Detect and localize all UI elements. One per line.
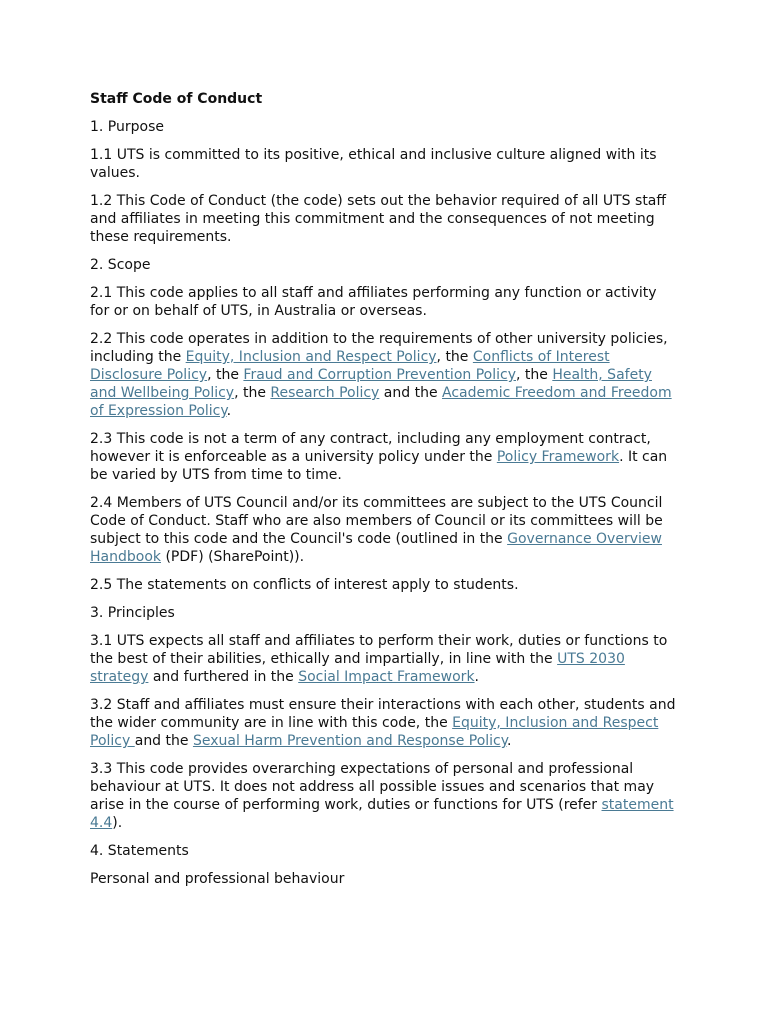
section-heading-purpose: 1. Purpose	[90, 119, 164, 135]
link-governance-overview-handbook[interactable]: Governance Overview Handbook	[90, 531, 662, 565]
link-sexual-harm-prevention-policy[interactable]: Sexual Harm Prevention and Response Policy	[192, 733, 508, 749]
paragraph-3-3	[90, 760, 680, 832]
paragraph-text: 2.2 This code operates in addition to the requirements of other university policies, including the	[90, 331, 668, 365]
paragraph-text: and the	[379, 385, 443, 401]
paragraph-3-2	[90, 696, 680, 750]
paragraph-1-1: 1.1 UTS is committed to its positive, ethical and inclusive culture aligned with its values.	[90, 147, 657, 181]
paragraph-2-4	[90, 494, 680, 566]
link-academic-freedom-policy[interactable]: Academic Freedom and Freedom of Expression Policy	[90, 385, 672, 419]
paragraph-text: (PDF) (SharePoint)).	[161, 549, 305, 565]
paragraph-text: , the	[207, 367, 244, 383]
paragraph-text: 3.3 This code provides overarching expectations of personal and professional behaviour at UTS. It does not address all possible issues and scenarios that may arise in the course of performing work, duties or functions for UTS (refer	[90, 761, 655, 813]
link-health-safety-wellbeing-policy[interactable]: Health, Safety and Wellbeing Policy	[90, 367, 652, 401]
paragraph-text: , the	[515, 367, 553, 383]
paragraph-text: ).	[112, 815, 123, 831]
paragraph-2-3	[90, 430, 680, 484]
paragraph-text: and the	[134, 733, 193, 749]
subheading-personal-professional-behaviour: Personal and professional behaviour	[90, 871, 345, 887]
paragraph-1-2: 1.2 This Code of Conduct (the code) sets out the behavior required of all UTS staff and affiliates in meeting this commitment and the consequences of not meeting these requirements.	[90, 193, 667, 245]
paragraph-text: .	[474, 669, 479, 685]
document-title: Staff Code of Conduct	[90, 91, 263, 107]
paragraph-text: 2.3 This code is not a term of any contract, including any employment contract, however it is enforceable as a university policy under the	[90, 431, 651, 465]
link-conflicts-of-interest-policy[interactable]: Conflicts of Interest Disclosure Policy	[90, 349, 610, 383]
link-equity-inclusion-respect-policy[interactable]: Equity, Inclusion and Respect Policy	[185, 349, 437, 365]
link-uts-2030-strategy[interactable]: UTS 2030 strategy	[90, 651, 625, 685]
link-fraud-corruption-policy[interactable]: Fraud and Corruption Prevention Policy	[243, 367, 516, 383]
paragraph-text: . It can be varied by UTS from time to time.	[90, 449, 668, 483]
link-statement-4-4[interactable]: statement 4.4	[90, 797, 674, 831]
paragraph-3-1	[90, 632, 680, 686]
paragraph-text: , the	[436, 349, 473, 365]
paragraph-2-1: 2.1 This code applies to all staff and affiliates performing any function or activity for or on behalf of UTS, in Australia or overseas.	[90, 285, 657, 319]
section-heading-statements: 4. Statements	[90, 843, 189, 859]
section-heading-principles: 3. Principles	[90, 605, 175, 621]
paragraph-text: .	[226, 403, 232, 419]
link-policy-framework[interactable]: Policy Framework	[496, 449, 620, 465]
document-body	[90, 90, 680, 898]
paragraph-text: , the	[234, 385, 271, 401]
paragraph-text: and furthered in the	[148, 669, 299, 685]
paragraph-text: 2.4 Members of UTS Council and/or its committees are subject to the UTS Council Code of Conduct. Staff who are also members of Council or its committees will be subject to this code and the Council's code (outlined in the	[90, 495, 663, 547]
paragraph-text: 3.1 UTS expects all staff and affiliates to perform their work, duties or functions to the best of their abilities, ethically and impartially, in line with the	[90, 633, 668, 667]
link-equity-inclusion-respect-policy-2[interactable]: Equity, Inclusion and Respect Policy	[90, 715, 659, 749]
link-research-policy[interactable]: Research Policy	[270, 385, 380, 401]
section-heading-scope: 2. Scope	[90, 257, 151, 273]
paragraph-2-5: 2.5 The statements on conflicts of interest apply to students.	[90, 577, 519, 593]
paragraph-text: 3.2 Staff and affiliates must ensure their interactions with each other, students and the wider community are in line with this code, the	[90, 697, 676, 731]
paragraph-text: .	[507, 733, 512, 749]
link-social-impact-framework[interactable]: Social Impact Framework	[298, 669, 475, 685]
paragraph-2-2	[90, 330, 680, 420]
